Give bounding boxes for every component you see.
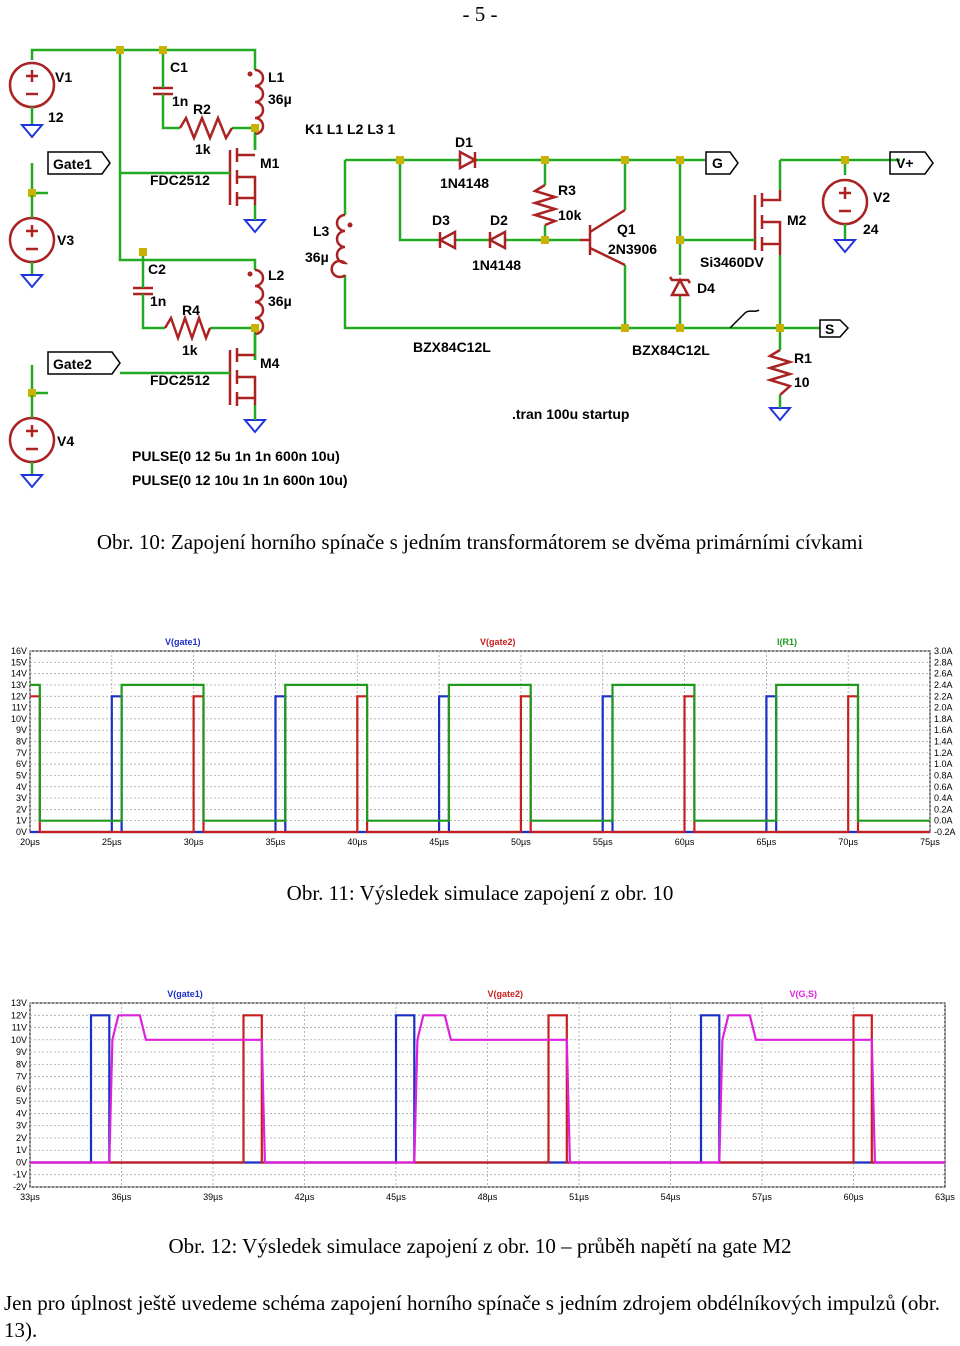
- y-tick-label: 4V: [15, 781, 27, 792]
- y-tick-label: 5V: [15, 1096, 27, 1107]
- chart2-grid: [30, 1003, 945, 1187]
- svg-text:R3: R3: [558, 182, 576, 198]
- x-tick-label: 30µs: [183, 837, 204, 847]
- svg-text:S: S: [825, 321, 835, 337]
- circuit-schematic: [0, 30, 960, 500]
- y-tick-label: 0V: [15, 827, 27, 837]
- y-right-tick-label: 1.4A: [934, 736, 953, 747]
- y-tick-label: 0V: [15, 1157, 27, 1168]
- y-tick-label: 2V: [15, 1132, 27, 1143]
- x-tick-label: 45µs: [429, 837, 449, 847]
- svg-text:L1: L1: [268, 69, 285, 85]
- svg-text:V1: V1: [55, 69, 73, 85]
- legend-entry-1: V(gate2): [487, 989, 524, 999]
- x-tick-label: 50µs: [511, 837, 531, 847]
- x-tick-label: 25µs: [101, 837, 122, 847]
- inductor-l3: [332, 215, 345, 277]
- y-right-tick-label: 2.4A: [934, 679, 953, 690]
- y-tick-label: 11V: [11, 1022, 27, 1033]
- svg-text:Gate1: Gate1: [53, 156, 92, 172]
- x-tick-label: 45µs: [386, 1192, 406, 1202]
- y-right-tick-label: 0.6A: [934, 781, 953, 792]
- diode-d3: [440, 232, 455, 248]
- voltage-source-v2: [823, 180, 867, 240]
- svg-text:BZX84C12L: BZX84C12L: [632, 342, 710, 358]
- x-tick-label: 60µs: [674, 837, 695, 847]
- y-right-tick-label: 2.2A: [934, 691, 953, 702]
- y-tick-label: 2V: [15, 804, 27, 815]
- svg-text:D1: D1: [455, 134, 473, 150]
- svg-text:R4: R4: [182, 302, 200, 318]
- legend-entry-0: V(gate1): [167, 989, 203, 999]
- svg-text:24: 24: [863, 221, 879, 237]
- figure-11-caption: Obr. 11: Výsledek simulace zapojení z obr. 10: [286, 881, 674, 905]
- legend-entry-1: V(gate2): [480, 637, 516, 647]
- y-right-tick-label: 2.0A: [934, 702, 953, 713]
- chart1-legend: [165, 637, 797, 647]
- svg-text:K1 L1 L2 L3 1: K1 L1 L2 L3 1: [305, 121, 396, 137]
- y-tick-label: 13V: [10, 998, 27, 1008]
- y-tick-label: 7V: [15, 747, 27, 758]
- svg-text:36µ: 36µ: [305, 249, 329, 265]
- mosfet-m4: [230, 348, 255, 406]
- mosfet-m2: [755, 190, 780, 255]
- svg-text:V+: V+: [896, 155, 914, 171]
- y-tick-label: -2V: [12, 1182, 27, 1192]
- y-tick-label: 8V: [15, 1059, 27, 1070]
- y-right-tick-label: 0.8A: [934, 770, 953, 781]
- svg-text:G: G: [712, 155, 723, 171]
- diode-d2: [490, 232, 505, 248]
- svg-text:1N4148: 1N4148: [472, 257, 522, 273]
- simulation-chart-1: [0, 630, 960, 860]
- x-tick-label: 70µs: [838, 837, 859, 847]
- y-tick-label: 7V: [15, 1071, 27, 1082]
- resistor-r3: [535, 185, 555, 225]
- svg-text:D4: D4: [697, 280, 715, 296]
- y-right-tick-label: -0.2A: [934, 827, 956, 837]
- x-tick-label: 55µs: [592, 837, 613, 847]
- ground-symbols: [22, 125, 855, 487]
- x-tick-label: 33µs: [20, 1192, 40, 1202]
- figure-12-caption: Obr. 12: Výsledek simulace zapojení z obr. 10 – průběh napětí na gate M2: [168, 1234, 792, 1258]
- svg-text:.tran 100u startup: .tran 100u startup: [512, 406, 630, 422]
- svg-text:R2: R2: [193, 101, 211, 117]
- y-right-tick-label: 1.6A: [934, 725, 953, 736]
- y-tick-label: 9V: [15, 1047, 27, 1058]
- x-tick-label: 75µs: [920, 837, 940, 847]
- y-tick-label: 10V: [10, 1034, 27, 1045]
- y-right-tick-label: 0.2A: [934, 804, 953, 815]
- simulation-chart-2: [0, 985, 960, 1210]
- y-tick-label: 15V: [10, 657, 27, 668]
- svg-text:2N3906: 2N3906: [608, 241, 658, 257]
- voltage-source-v3: [10, 195, 54, 275]
- svg-text:36µ: 36µ: [268, 91, 292, 107]
- svg-text:C1: C1: [170, 59, 188, 75]
- y-tick-label: 9V: [15, 725, 27, 736]
- svg-text:36µ: 36µ: [268, 293, 292, 309]
- y-right-tick-label: 1.8A: [934, 713, 953, 724]
- voltage-source-v4: [10, 395, 54, 475]
- x-tick-label: 36µs: [111, 1192, 132, 1202]
- mosfet-m1: [230, 148, 255, 206]
- y-tick-label: 1V: [15, 1145, 27, 1156]
- y-tick-label: 1V: [15, 815, 27, 826]
- svg-text:L2: L2: [268, 267, 285, 283]
- y-right-tick-label: 2.6A: [934, 668, 953, 679]
- x-tick-label: 54µs: [660, 1192, 681, 1202]
- x-tick-label: 57µs: [752, 1192, 772, 1202]
- svg-text:BZX84C12L: BZX84C12L: [413, 339, 491, 355]
- svg-text:Q1: Q1: [617, 221, 636, 237]
- y-tick-label: 4V: [15, 1108, 27, 1119]
- svg-text:PULSE(0 12 10u 1n 1n 600n 10u): PULSE(0 12 10u 1n 1n 600n 10u): [132, 472, 348, 488]
- chart1-grid: [30, 651, 930, 832]
- svg-text:1N4148: 1N4148: [440, 175, 490, 191]
- svg-text:L3: L3: [313, 223, 330, 239]
- y-right-tick-label: 0.0A: [934, 815, 953, 826]
- y-tick-label: 12V: [10, 1010, 27, 1021]
- y-tick-label: 6V: [15, 1083, 27, 1094]
- svg-text:10k: 10k: [558, 207, 582, 223]
- svg-text:C2: C2: [148, 261, 166, 277]
- svg-text:V4: V4: [57, 433, 75, 449]
- svg-text:V3: V3: [57, 232, 75, 248]
- svg-text:10: 10: [794, 374, 810, 390]
- y-tick-label: 5V: [15, 770, 27, 781]
- x-tick-label: 42µs: [294, 1192, 315, 1202]
- x-tick-label: 51µs: [569, 1192, 589, 1202]
- svg-text:M1: M1: [260, 155, 280, 171]
- y-tick-label: 3V: [15, 1120, 27, 1131]
- x-tick-label: 20µs: [20, 837, 40, 847]
- y-right-tick-label: 1.0A: [934, 759, 953, 770]
- figure-10-caption: Obr. 10: Zapojení horního spínače s jedním transformátorem se dvěma primárními cívkami: [96, 530, 864, 554]
- y-tick-label: 12V: [10, 691, 27, 702]
- svg-text:FDC2512: FDC2512: [150, 172, 210, 188]
- y-tick-label: 10V: [10, 713, 27, 724]
- y-tick-label: 11V: [11, 702, 27, 713]
- svg-text:PULSE(0 12 5u 1n 1n 600n 10u): PULSE(0 12 5u 1n 1n 600n 10u): [132, 448, 340, 464]
- schematic-labels: [48, 59, 914, 488]
- svg-text:1k: 1k: [195, 141, 211, 157]
- y-right-tick-label: 0.4A: [934, 793, 953, 804]
- x-tick-label: 60µs: [843, 1192, 864, 1202]
- chart1-ticks: [11, 646, 956, 847]
- svg-text:FDC2512: FDC2512: [150, 372, 210, 388]
- x-tick-label: 65µs: [756, 837, 777, 847]
- y-right-tick-label: 3.0A: [934, 646, 953, 656]
- x-tick-label: 63µs: [935, 1192, 955, 1202]
- svg-text:1k: 1k: [182, 342, 198, 358]
- y-tick-label: 13V: [10, 679, 27, 690]
- svg-text:M2: M2: [787, 212, 807, 228]
- svg-text:D3: D3: [432, 212, 450, 228]
- y-tick-label: 16V: [10, 646, 27, 656]
- svg-text:1n: 1n: [150, 293, 167, 309]
- y-right-tick-label: 1.2A: [934, 747, 953, 758]
- y-tick-label: 14V: [10, 668, 27, 679]
- y-tick-label: 6V: [15, 759, 27, 770]
- svg-text:V2: V2: [873, 189, 891, 205]
- resistor-r1: [770, 350, 790, 395]
- chart1-series: [30, 685, 930, 832]
- x-tick-label: 39µs: [203, 1192, 223, 1202]
- x-tick-label: 40µs: [347, 837, 368, 847]
- svg-text:1n: 1n: [172, 93, 189, 109]
- svg-text:M4: M4: [260, 355, 280, 371]
- body-paragraph: Jen pro úplnost ještě uvedeme schéma zapojení horního spínače s jedním zdrojem obdélníkových impulzů (obr. 13).: [4, 1291, 941, 1342]
- y-tick-label: 8V: [15, 736, 27, 747]
- resistor-r4: [165, 318, 210, 338]
- diode-d1: [460, 152, 475, 168]
- probe-icon: [730, 310, 759, 328]
- x-tick-label: 35µs: [265, 837, 286, 847]
- y-tick-label: 3V: [15, 793, 27, 804]
- svg-text:D2: D2: [490, 212, 508, 228]
- y-tick-label: -1V: [12, 1169, 27, 1180]
- svg-text:R1: R1: [794, 350, 812, 366]
- chart2-ticks: [11, 998, 955, 1202]
- svg-text:Gate2: Gate2: [53, 356, 92, 372]
- legend-entry-0: V(gate1): [165, 637, 201, 647]
- y-right-tick-label: 2.8A: [934, 657, 953, 668]
- resistor-r2: [180, 118, 232, 138]
- svg-text:Si3460DV: Si3460DV: [700, 254, 764, 270]
- page-number: - 5 -: [462, 2, 498, 26]
- legend-entry-2: I(R1): [777, 637, 797, 647]
- x-tick-label: 48µs: [477, 1192, 498, 1202]
- zener-d4: [670, 277, 690, 295]
- svg-text:12: 12: [48, 109, 64, 125]
- capacitor-c1: [153, 88, 173, 94]
- chart2-legend: [167, 989, 817, 999]
- legend-entry-2: V(G,S): [789, 989, 817, 999]
